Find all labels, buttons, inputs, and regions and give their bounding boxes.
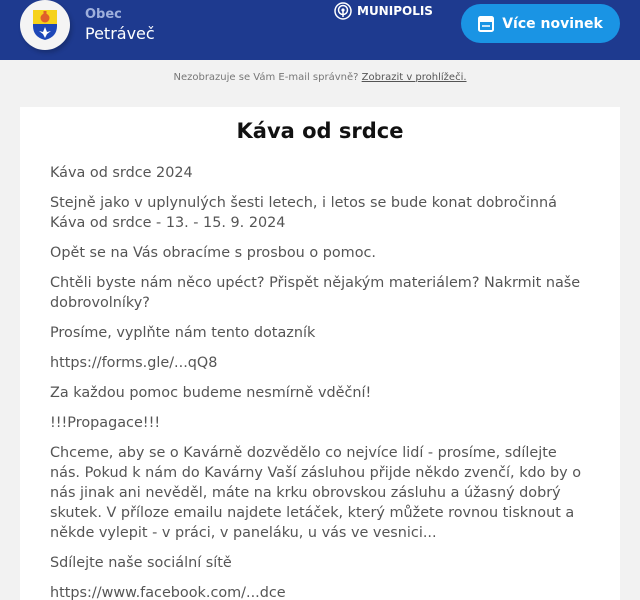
paragraph: Za každou pomoc budeme nesmírně vděční! — [50, 385, 372, 401]
munipolis-brand[interactable] — [334, 1, 433, 21]
brand-name: MUNIPOLIS — [357, 4, 433, 18]
news-icon — [478, 16, 494, 32]
notice-text: Nezobrazuje se Vám E-mail správně? — [173, 72, 362, 83]
paragraph: Opět se na Vás obracíme s prosbou o pomoc. — [50, 245, 376, 261]
more-news-button[interactable] — [461, 4, 620, 43]
broadcast-icon — [334, 2, 352, 20]
paragraph: Káva od srdce 2024 — [50, 165, 193, 181]
paragraph: !!!Propagace!!! — [50, 415, 161, 431]
forms-link[interactable]: https://forms.gle/...qQ8 — [50, 355, 218, 371]
header — [0, 0, 640, 60]
article-title: Káva od srdce — [236, 119, 404, 143]
paragraph: Prosíme, vyplňte nám tento dotazník — [50, 325, 316, 341]
paragraph: Chceme, aby se o Kavárně dozvědělo co nejvíce lidí - prosíme, sdílejte nás. Pokud k nám do Kavárny Vaší zásluhou přijde někdo zvenčí, kdo by o nás jinak ani nevěděl, máte na krku obrovskou zásluhu a úžasný dobrý skutek. V příloze emailu najdete letáček, který můžete rovnou tisknout a někde vylepit - v práci, v paneláku, u vás ve vesnici... — [50, 445, 582, 541]
municipality-logo[interactable] — [20, 0, 70, 50]
article-body — [50, 163, 590, 600]
facebook-link[interactable]: https://www.facebook.com/...dce — [50, 585, 286, 600]
org-label: Obec — [85, 7, 122, 22]
article-card — [20, 107, 620, 600]
paragraph: Sdílejte naše sociální sítě — [50, 555, 232, 571]
more-news-label: Více novinek — [502, 15, 603, 32]
organization — [85, 6, 155, 45]
browser-notice — [0, 72, 640, 83]
coat-of-arms-icon — [32, 9, 58, 41]
org-name: Petráveč — [85, 24, 155, 43]
view-in-browser-link[interactable]: Zobrazit v prohlížeči. — [361, 72, 467, 83]
paragraph: Chtěli byste nám něco upéct? Přispět nějakým materiálem? Nakrmit naše dobrovolníky? — [50, 275, 581, 311]
paragraph: Stejně jako v uplynulých šesti letech, i letos se bude konat dobročinná Káva od srdce - 13. - 15. 9. 2024 — [50, 195, 557, 231]
